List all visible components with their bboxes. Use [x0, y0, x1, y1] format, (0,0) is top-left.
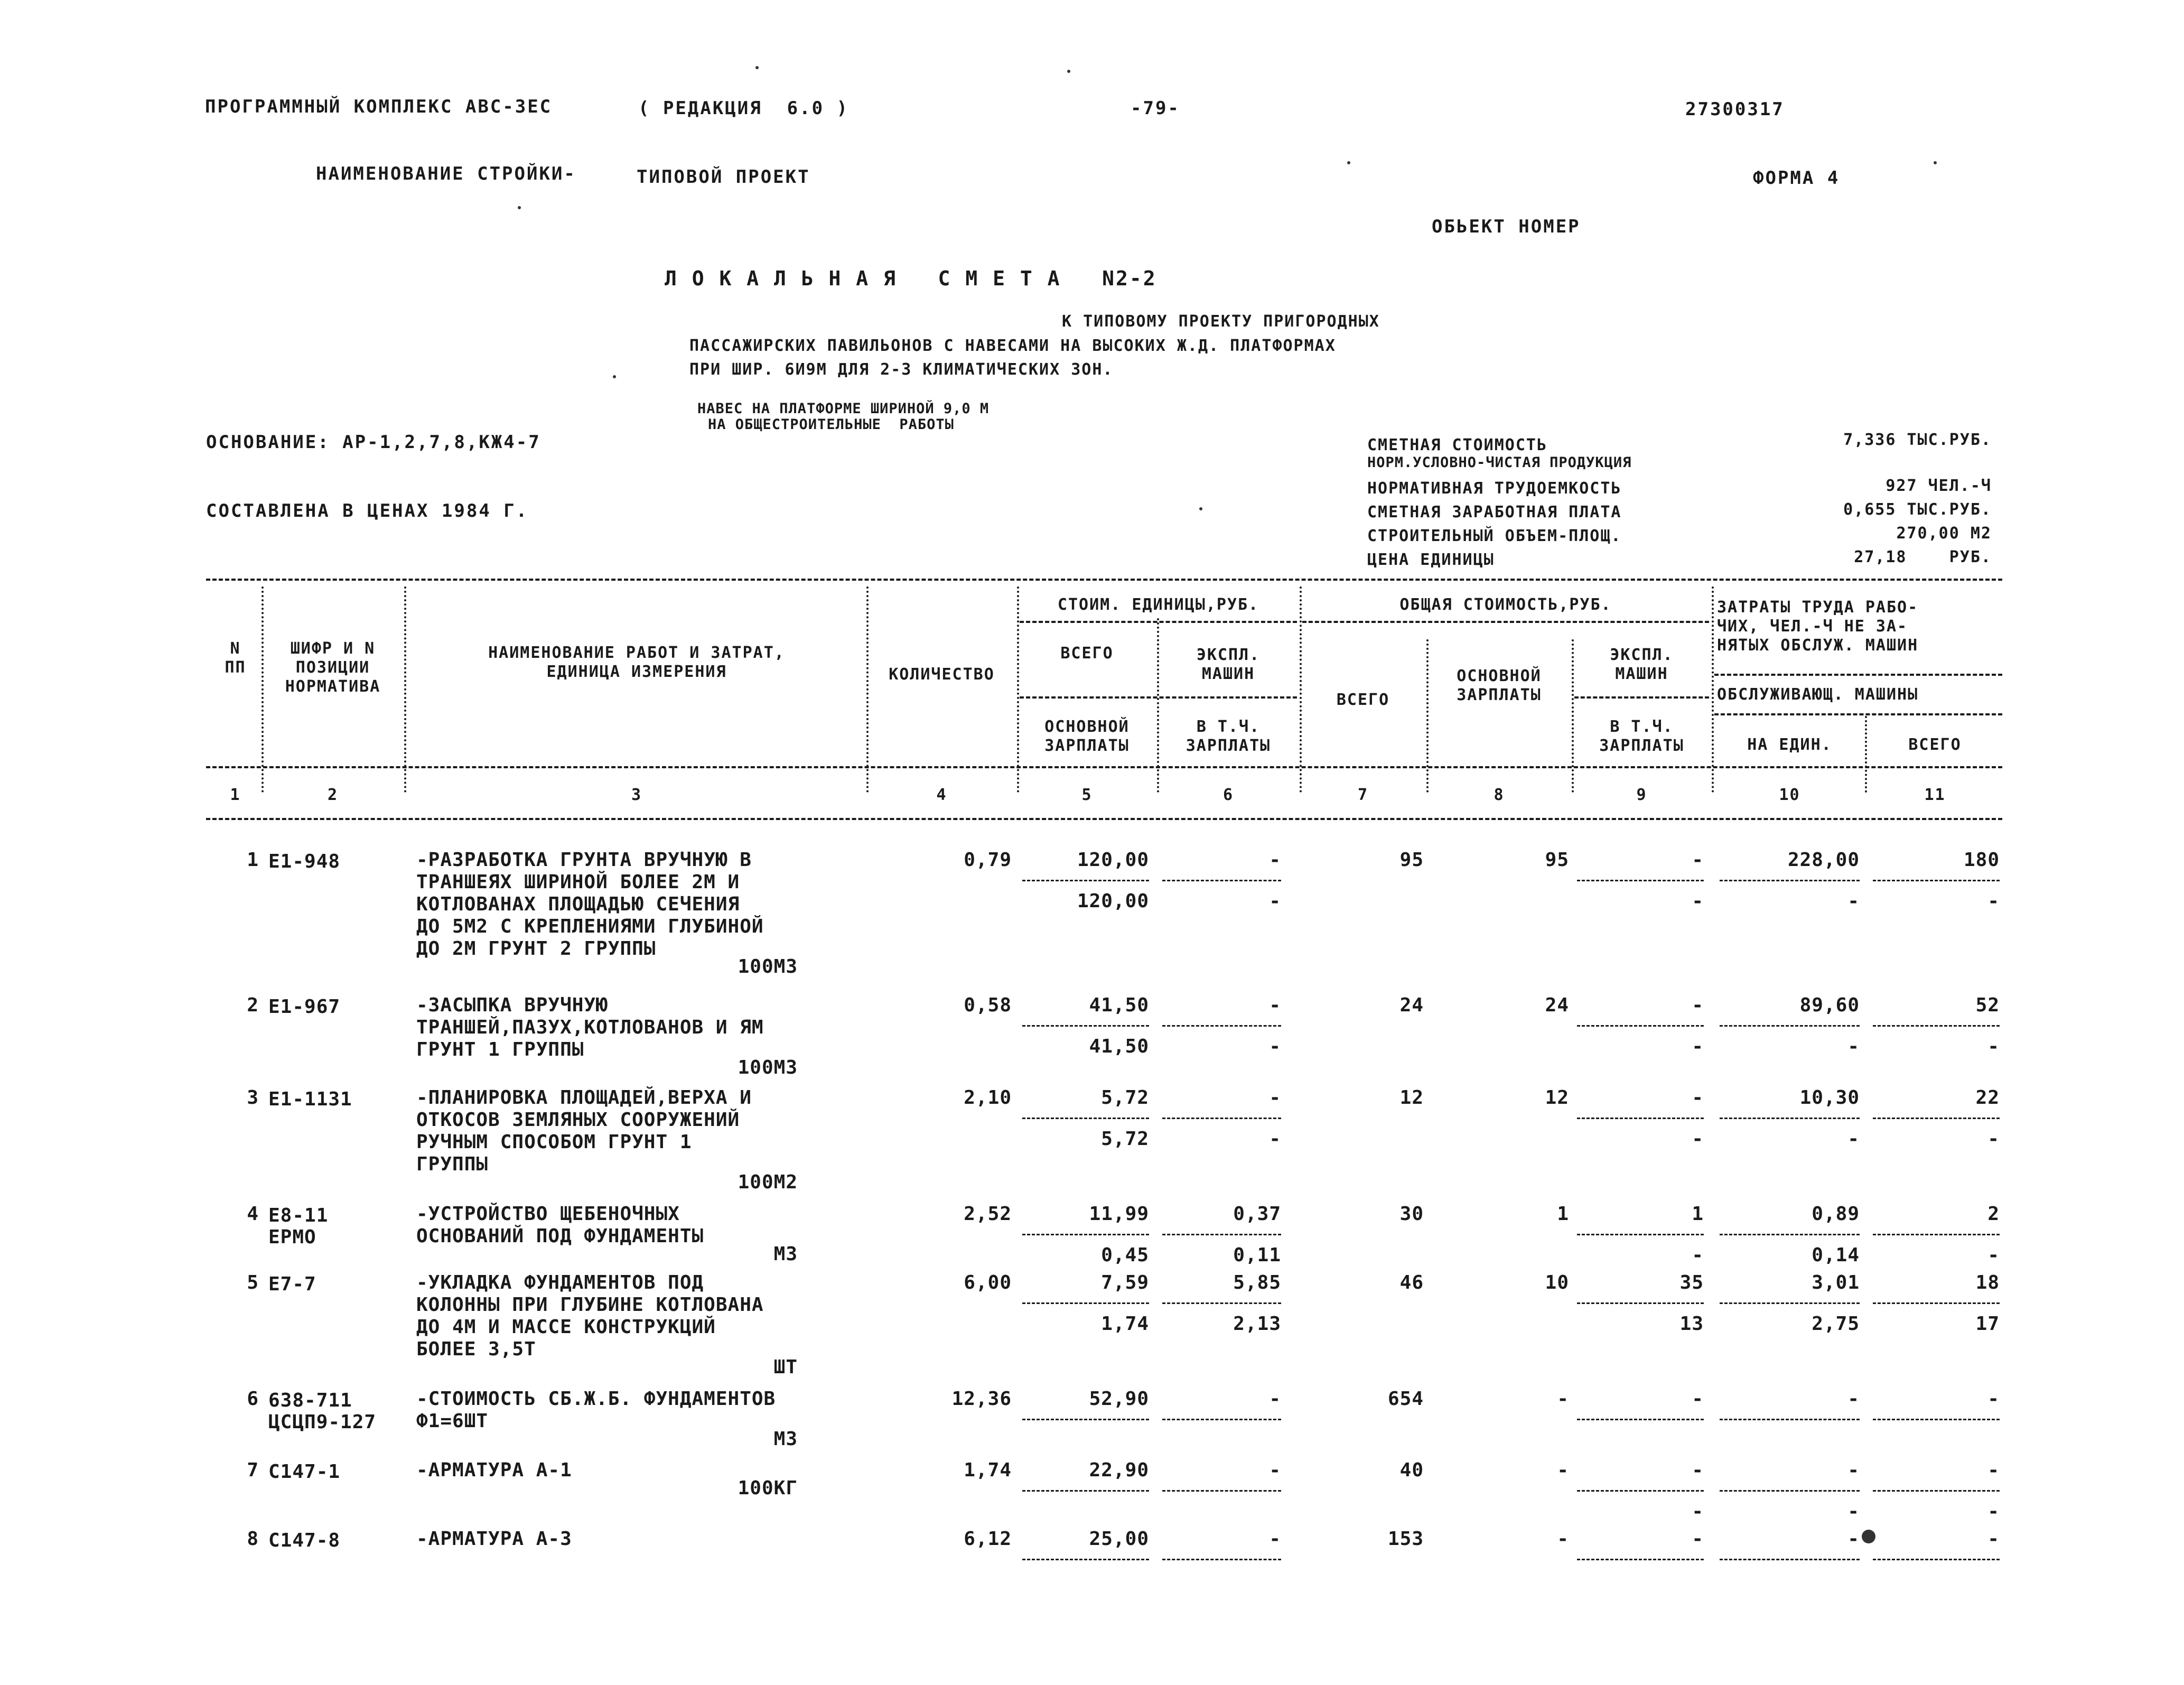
- row-number: 1: [247, 849, 259, 871]
- row-labor-total-machines: -: [1987, 890, 2000, 912]
- row-unit-machines: -: [1269, 994, 1281, 1016]
- cell-rule: [1577, 1025, 1704, 1027]
- col-header-unit-cost: СТОИМ. ЕДИНИЦЫ,РУБ.: [1057, 595, 1259, 614]
- row-labor-unit: 3,01: [1812, 1272, 1860, 1293]
- header-rule: [1020, 621, 1297, 623]
- row-total-wages: -: [1557, 1388, 1569, 1410]
- row-total-machine-wages: -: [1692, 1036, 1704, 1057]
- cell-rule: [1162, 1419, 1281, 1420]
- row-unit-wages: 1,74: [1101, 1313, 1149, 1335]
- edition-label: ( РЕДАКЦИЯ 6.0 ): [638, 98, 849, 119]
- row-labor-unit: -: [1847, 1528, 1860, 1550]
- row-unit: М3: [773, 1428, 798, 1450]
- scan-speck: [1862, 1530, 1875, 1543]
- row-total-machines: 35: [1679, 1272, 1704, 1293]
- row-total-machine-wages: -: [1692, 890, 1704, 912]
- row-unit-total: 25,00: [1089, 1528, 1149, 1550]
- cell-rule: [1873, 1234, 2000, 1235]
- row-name-line: -СТОИМОСТЬ СБ.Ж.Б. ФУНДАМЕНТОВ: [416, 1388, 776, 1410]
- row-labor-total: 2: [1987, 1203, 2000, 1225]
- row-labor-total: 18: [1975, 1272, 2000, 1293]
- row-labor-total-machines: -: [1987, 1501, 2000, 1522]
- col-number: 9: [1636, 786, 1647, 804]
- row-name-line: ТРАНШЕЙ,ПАЗУХ,КОТЛОВАНОВ И ЯМ: [416, 1017, 764, 1038]
- row-name-line: ДО 5М2 С КРЕПЛЕНИЯМИ ГЛУБИНОЙ: [416, 916, 764, 937]
- row-unit-total: 41,50: [1089, 994, 1149, 1016]
- scan-speck: [1347, 161, 1350, 164]
- cell-rule: [1873, 880, 2000, 881]
- row-total: 654: [1387, 1388, 1424, 1410]
- row-qty: 2,10: [964, 1087, 1012, 1109]
- row-total-machine-wages: -: [1692, 1128, 1704, 1150]
- row-unit-wages: 120,00: [1077, 890, 1149, 912]
- page-number: -79-: [1131, 98, 1180, 119]
- row-unit: ШТ: [773, 1356, 798, 1378]
- cell-rule: [1162, 1234, 1281, 1235]
- note-line-2: НА ОБЩЕСТРОИТЕЛЬНЫЕ РАБОТЫ: [708, 416, 954, 433]
- col-header-name: НАИМЕНОВАНИЕ РАБОТ И ЗАТРАТ, ЕДИНИЦА ИЗМЕРЕНИЯ: [488, 644, 785, 681]
- row-labor-total-machines: -: [1987, 1128, 2000, 1150]
- row-unit-wages: 41,50: [1089, 1036, 1149, 1057]
- row-unit-machine-wages: 0,11: [1233, 1244, 1281, 1266]
- row-number: 7: [247, 1459, 259, 1481]
- document-title: Л О К А Л Ь Н А Я С М Е Т А N2-2: [665, 267, 1157, 290]
- cell-rule: [1720, 1025, 1860, 1027]
- header-rule: [1302, 621, 1709, 623]
- summary-value: 0,655 ТЫС.РУБ.: [1843, 500, 1992, 519]
- row-labor-unit: 89,60: [1799, 994, 1860, 1016]
- row-code: Е1-967: [268, 996, 341, 1018]
- row-number: 4: [247, 1203, 259, 1225]
- cell-rule: [1720, 1234, 1860, 1235]
- row-total-wages: -: [1557, 1459, 1569, 1481]
- row-total-machines: -: [1692, 1087, 1704, 1109]
- program-title: ПРОГРАММНЫЙ КОМПЛЕКС АВС-3ЕС: [205, 96, 553, 117]
- row-code: С147-8: [268, 1530, 341, 1551]
- col-number: 11: [1924, 786, 1946, 804]
- summary-value: 270,00 М2: [1896, 524, 1992, 543]
- row-labor-total: -: [1987, 1388, 2000, 1410]
- row-total-wages: 95: [1545, 849, 1569, 871]
- row-labor-unit-machines: 2,75: [1812, 1313, 1860, 1335]
- row-unit-total: 52,90: [1089, 1388, 1149, 1410]
- row-labor-unit-machines: -: [1847, 1128, 1860, 1150]
- column-divider: [262, 587, 264, 793]
- construction-value: ТИПОВОЙ ПРОЕКТ: [637, 166, 810, 188]
- row-unit-machines: -: [1269, 849, 1281, 871]
- row-labor-unit: 10,30: [1799, 1087, 1860, 1109]
- column-divider: [1017, 587, 1019, 793]
- row-labor-unit: 0,89: [1812, 1203, 1860, 1225]
- row-code: Е7-7: [268, 1273, 316, 1295]
- summary-value: 927 ЧЕЛ.-Ч: [1886, 477, 1992, 495]
- column-divider: [866, 587, 869, 793]
- row-labor-total: 180: [1963, 849, 2000, 871]
- row-total-machines: 1: [1692, 1203, 1704, 1225]
- row-total-wages: 24: [1545, 994, 1569, 1016]
- col-number: 1: [230, 786, 241, 804]
- row-unit-machine-wages: -: [1269, 1128, 1281, 1150]
- row-name-line: -РАЗРАБОТКА ГРУНТА ВРУЧНУЮ В: [416, 849, 752, 871]
- row-code: С147-1: [268, 1461, 341, 1483]
- row-total-wages: 10: [1545, 1272, 1569, 1293]
- table-top-rule: [206, 579, 2002, 581]
- col-header-8: ОСНОВНОЙ ЗАРПЛАТЫ: [1457, 667, 1542, 704]
- row-labor-total: 52: [1975, 994, 2000, 1016]
- row-qty: 0,79: [964, 849, 1012, 871]
- cell-rule: [1720, 1118, 1860, 1119]
- cell-rule: [1720, 880, 1860, 881]
- row-total-machines: -: [1692, 1528, 1704, 1550]
- prices-label: СОСТАВЛЕНА В ЦЕНАХ 1984 Г.: [206, 500, 529, 522]
- col-header-5b: ОСНОВНОЙ ЗАРПЛАТЫ: [1044, 718, 1130, 755]
- row-labor-unit-machines: -: [1847, 890, 1860, 912]
- row-name-line: КОТЛОВАНАХ ПЛОЩАДЬЮ СЕЧЕНИЯ: [416, 893, 740, 915]
- col-number: 2: [327, 786, 339, 804]
- col-header-6a: ЭКСПЛ. МАШИН: [1196, 646, 1261, 683]
- column-divider: [1572, 639, 1574, 793]
- summary-label: СМЕТНАЯ ЗАРАБОТНАЯ ПЛАТА: [1367, 503, 1622, 522]
- row-total: 46: [1399, 1272, 1424, 1293]
- column-divider: [1865, 716, 1867, 793]
- row-unit-total: 120,00: [1077, 849, 1149, 871]
- basis-label: ОСНОВАНИЕ: АР-1,2,7,8,КЖ4-7: [206, 432, 541, 453]
- subtitle-line-3: ПРИ ШИР. 6И9М ДЛЯ 2-3 КЛИМАТИЧЕСКИХ ЗОН.: [689, 360, 1114, 379]
- scan-speck: [755, 66, 759, 69]
- cell-rule: [1577, 1559, 1704, 1560]
- row-name-line: -АРМАТУРА А-1: [416, 1459, 572, 1481]
- col-number: 3: [631, 786, 642, 804]
- cell-rule: [1162, 1302, 1281, 1304]
- row-qty: 2,52: [964, 1203, 1012, 1225]
- row-name-line: ГРУППЫ: [416, 1153, 489, 1175]
- cell-rule: [1720, 1559, 1860, 1560]
- row-labor-unit: -: [1847, 1459, 1860, 1481]
- row-name-line: ДО 4М И МАССЕ КОНСТРУКЦИЙ: [416, 1316, 716, 1338]
- cell-rule: [1577, 1302, 1704, 1304]
- col-number: 6: [1222, 786, 1234, 804]
- col-header-n: N ПП: [225, 639, 246, 677]
- row-total: 95: [1399, 849, 1424, 871]
- summary-label: СТРОИТЕЛЬНЫЙ ОБЪЕМ-ПЛОЩ.: [1367, 527, 1622, 545]
- row-total-machines: -: [1692, 849, 1704, 871]
- row-labor-total: -: [1987, 1459, 2000, 1481]
- scan-speck: [1067, 70, 1070, 73]
- col-header-11: ВСЕГО: [1908, 736, 1962, 754]
- cell-rule: [1873, 1559, 2000, 1560]
- summary-value: 27,18 РУБ.: [1854, 548, 1992, 566]
- col-number: 10: [1779, 786, 1800, 804]
- column-divider: [1426, 639, 1429, 793]
- cell-rule: [1022, 1559, 1149, 1560]
- note-line-1: НАВЕС НА ПЛАТФОРМЕ ШИРИНОЙ 9,0 М: [697, 401, 990, 417]
- row-unit-machines: -: [1269, 1388, 1281, 1410]
- row-name-line: -УКЛАДКА ФУНДАМЕНТОВ ПОД: [416, 1272, 704, 1293]
- row-name-line: -УСТРОЙСТВО ЩЕБЕНОЧНЫХ: [416, 1203, 680, 1225]
- row-unit: М3: [773, 1243, 798, 1265]
- row-unit: 100М2: [738, 1171, 798, 1193]
- cell-rule: [1022, 1234, 1149, 1235]
- row-name-line: КОЛОННЫ ПРИ ГЛУБИНЕ КОТЛОВАНА: [416, 1294, 764, 1316]
- col-header-6b: В Т.Ч. ЗАРПЛАТЫ: [1186, 718, 1271, 755]
- row-name-line: -ПЛАНИРОВКА ПЛОЩАДЕЙ,ВЕРХА И: [416, 1087, 752, 1109]
- row-name-line: Ф1=6ШТ: [416, 1410, 489, 1432]
- row-name-line: ОСНОВАНИЙ ПОД ФУНДАМЕНТЫ: [416, 1225, 704, 1247]
- col-number: 8: [1494, 786, 1505, 804]
- row-labor-total: -: [1987, 1528, 2000, 1550]
- col-header-code: ШИФР И N ПОЗИЦИИ НОРМАТИВА: [285, 639, 381, 696]
- row-labor-unit-machines: 0,14: [1812, 1244, 1860, 1266]
- row-unit-total: 5,72: [1101, 1087, 1149, 1109]
- cell-rule: [1720, 1302, 1860, 1304]
- numbers-bottom-rule: [206, 818, 2002, 820]
- cell-rule: [1162, 880, 1281, 881]
- col-header-total: ОБЩАЯ СТОИМОСТЬ,РУБ.: [1399, 595, 1612, 614]
- row-unit-machine-wages: -: [1269, 1036, 1281, 1057]
- scan-speck: [1199, 507, 1202, 510]
- column-divider: [1300, 587, 1302, 793]
- cell-rule: [1162, 1025, 1281, 1027]
- row-name-line: РУЧНЫМ СПОСОБОМ ГРУНТ 1: [416, 1131, 692, 1153]
- row-total: 12: [1399, 1087, 1424, 1109]
- row-name-line: -ЗАСЫПКА ВРУЧНУЮ: [416, 994, 608, 1016]
- row-name-line: -АРМАТУРА А-3: [416, 1528, 572, 1550]
- row-labor-total-machines: 17: [1975, 1313, 2000, 1335]
- summary-label: СМЕТНАЯ СТОИМОСТЬ: [1367, 436, 1548, 454]
- row-total: 153: [1387, 1528, 1424, 1550]
- row-labor-total-machines: -: [1987, 1244, 2000, 1266]
- row-code: Е1-948: [268, 851, 341, 872]
- cell-rule: [1022, 1419, 1149, 1420]
- header-bottom-rule: [206, 766, 2002, 768]
- row-name-line: ТРАНШЕЯХ ШИРИНОЙ БОЛЕЕ 2М И: [416, 871, 740, 893]
- row-unit-machines: 5,85: [1233, 1272, 1281, 1293]
- row-qty: 0,58: [964, 994, 1012, 1016]
- row-total-machine-wages: -: [1692, 1244, 1704, 1266]
- col-header-9b: В Т.Ч. ЗАРПЛАТЫ: [1599, 718, 1684, 755]
- row-total-wages: 12: [1545, 1087, 1569, 1109]
- row-name-line: БОЛЕЕ 3,5Т: [416, 1338, 536, 1360]
- cell-rule: [1022, 1118, 1149, 1119]
- row-number: 8: [247, 1528, 259, 1550]
- summary-label: НОРМ.УСЛОВНО-ЧИСТАЯ ПРОДУКЦИЯ: [1367, 454, 1632, 471]
- cell-rule: [1720, 1490, 1860, 1492]
- cell-rule: [1577, 1419, 1704, 1420]
- column-divider: [404, 587, 406, 793]
- row-total-machines: -: [1692, 994, 1704, 1016]
- row-qty: 6,12: [964, 1528, 1012, 1550]
- cell-rule: [1577, 1118, 1704, 1119]
- row-labor-unit-machines: -: [1847, 1501, 1860, 1522]
- row-total-machines: -: [1692, 1459, 1704, 1481]
- row-code: Е8-11 ЕРМО: [268, 1205, 329, 1249]
- summary-label: ЦЕНА ЕДИНИЦЫ: [1367, 551, 1495, 569]
- cell-rule: [1022, 880, 1149, 881]
- row-qty: 1,74: [964, 1459, 1012, 1481]
- row-unit-total: 11,99: [1089, 1203, 1149, 1225]
- object-label: ОБЬЕКТ НОМЕР: [1432, 216, 1581, 237]
- row-labor-unit-machines: -: [1847, 1036, 1860, 1057]
- cell-rule: [1873, 1490, 2000, 1492]
- col-header-5a: ВСЕГО: [1060, 644, 1114, 663]
- col-number: 4: [936, 786, 947, 804]
- row-number: 6: [247, 1388, 259, 1410]
- col-number: 7: [1357, 786, 1369, 804]
- row-total-machine-wages: -: [1692, 1501, 1704, 1522]
- cell-rule: [1162, 1118, 1281, 1119]
- row-labor-total-machines: -: [1987, 1036, 2000, 1057]
- row-name-line: ДО 2М ГРУНТ 2 ГРУППЫ: [416, 938, 656, 960]
- row-number: 2: [247, 994, 259, 1016]
- row-unit: 100М3: [738, 1057, 798, 1078]
- form-label: ФОРМА 4: [1753, 167, 1840, 189]
- cell-rule: [1720, 1419, 1860, 1420]
- row-labor-unit: -: [1847, 1388, 1860, 1410]
- col-header-9a: ЭКСПЛ. МАШИН: [1610, 646, 1674, 683]
- cell-rule: [1162, 1490, 1281, 1492]
- cell-rule: [1577, 880, 1704, 881]
- cell-rule: [1577, 1490, 1704, 1492]
- row-labor-unit: 228,00: [1787, 849, 1860, 871]
- row-total-machines: -: [1692, 1388, 1704, 1410]
- summary-value: 7,336 ТЫС.РУБ.: [1843, 431, 1992, 449]
- row-unit: 100М3: [738, 956, 798, 978]
- row-qty: 6,00: [964, 1272, 1012, 1293]
- row-unit-total: 22,90: [1089, 1459, 1149, 1481]
- header-rule: [1714, 674, 2002, 676]
- cell-rule: [1873, 1025, 2000, 1027]
- column-divider: [1712, 587, 1714, 793]
- col-header-7: ВСЕГО: [1336, 691, 1390, 709]
- scan-speck: [1934, 161, 1937, 164]
- cell-rule: [1022, 1302, 1149, 1304]
- col-header-labor-2: ОБСЛУЖИВАЮЩ. МАШИНЫ: [1717, 685, 1919, 704]
- cell-rule: [1022, 1025, 1149, 1027]
- row-unit-machines: -: [1269, 1459, 1281, 1481]
- row-number: 5: [247, 1272, 259, 1293]
- row-code: Е1-1131: [268, 1088, 352, 1110]
- row-name-line: ГРУНТ 1 ГРУППЫ: [416, 1039, 584, 1060]
- scan-speck: [518, 206, 521, 209]
- cell-rule: [1577, 1234, 1704, 1235]
- cell-rule: [1873, 1302, 2000, 1304]
- row-unit-machines: -: [1269, 1087, 1281, 1109]
- row-total-wages: -: [1557, 1528, 1569, 1550]
- document-number: 27300317: [1685, 99, 1785, 120]
- cell-rule: [1873, 1118, 2000, 1119]
- col-number: 5: [1081, 786, 1093, 804]
- row-labor-total: 22: [1975, 1087, 2000, 1109]
- subtitle-line-2: ПАССАЖИРСКИХ ПАВИЛЬОНОВ С НАВЕСАМИ НА ВЫСОКИХ Ж.Д. ПЛАТФОРМАХ: [689, 337, 1336, 355]
- row-total: 24: [1399, 994, 1424, 1016]
- row-code: 638-711 ЦСЦП9-127: [268, 1390, 377, 1433]
- scan-speck: [613, 375, 616, 378]
- cell-rule: [1162, 1559, 1281, 1560]
- row-name-line: ОТКОСОВ ЗЕМЛЯНЫХ СООРУЖЕНИЙ: [416, 1109, 740, 1131]
- row-unit-machines: 0,37: [1233, 1203, 1281, 1225]
- row-total-wages: 1: [1557, 1203, 1569, 1225]
- row-unit-machine-wages: -: [1269, 890, 1281, 912]
- construction-label: НАИМЕНОВАНИЕ СТРОЙКИ-: [316, 163, 576, 184]
- row-number: 3: [247, 1087, 259, 1109]
- summary-label: НОРМАТИВНАЯ ТРУДОЕМКОСТЬ: [1367, 479, 1622, 498]
- row-unit-wages: 0,45: [1101, 1244, 1149, 1266]
- cell-rule: [1022, 1490, 1149, 1492]
- col-header-qty: КОЛИЧЕСТВО: [889, 665, 995, 684]
- row-total: 30: [1399, 1203, 1424, 1225]
- cell-rule: [1873, 1419, 2000, 1420]
- row-unit-machine-wages: 2,13: [1233, 1313, 1281, 1335]
- col-header-labor: ЗАТРАТЫ ТРУДА РАБО- ЧИХ, ЧЕЛ.-Ч НЕ ЗА- НЯТЫХ ОБСЛУЖ. МАШИН: [1717, 598, 1919, 655]
- header-rule: [1714, 713, 2002, 715]
- row-unit-wages: 5,72: [1101, 1128, 1149, 1150]
- subtitle-line-1: К ТИПОВОМУ ПРОЕКТУ ПРИГОРОДНЫХ: [1062, 312, 1380, 331]
- header-rule: [1020, 696, 1297, 699]
- header-rule: [1574, 696, 1709, 699]
- row-total-machine-wages: 13: [1679, 1313, 1704, 1335]
- row-qty: 12,36: [951, 1388, 1012, 1410]
- row-unit: 100КГ: [738, 1477, 798, 1499]
- row-unit-total: 7,59: [1101, 1272, 1149, 1293]
- col-header-10: НА ЕДИН.: [1747, 736, 1832, 754]
- row-total: 40: [1399, 1459, 1424, 1481]
- row-unit-machines: -: [1269, 1528, 1281, 1550]
